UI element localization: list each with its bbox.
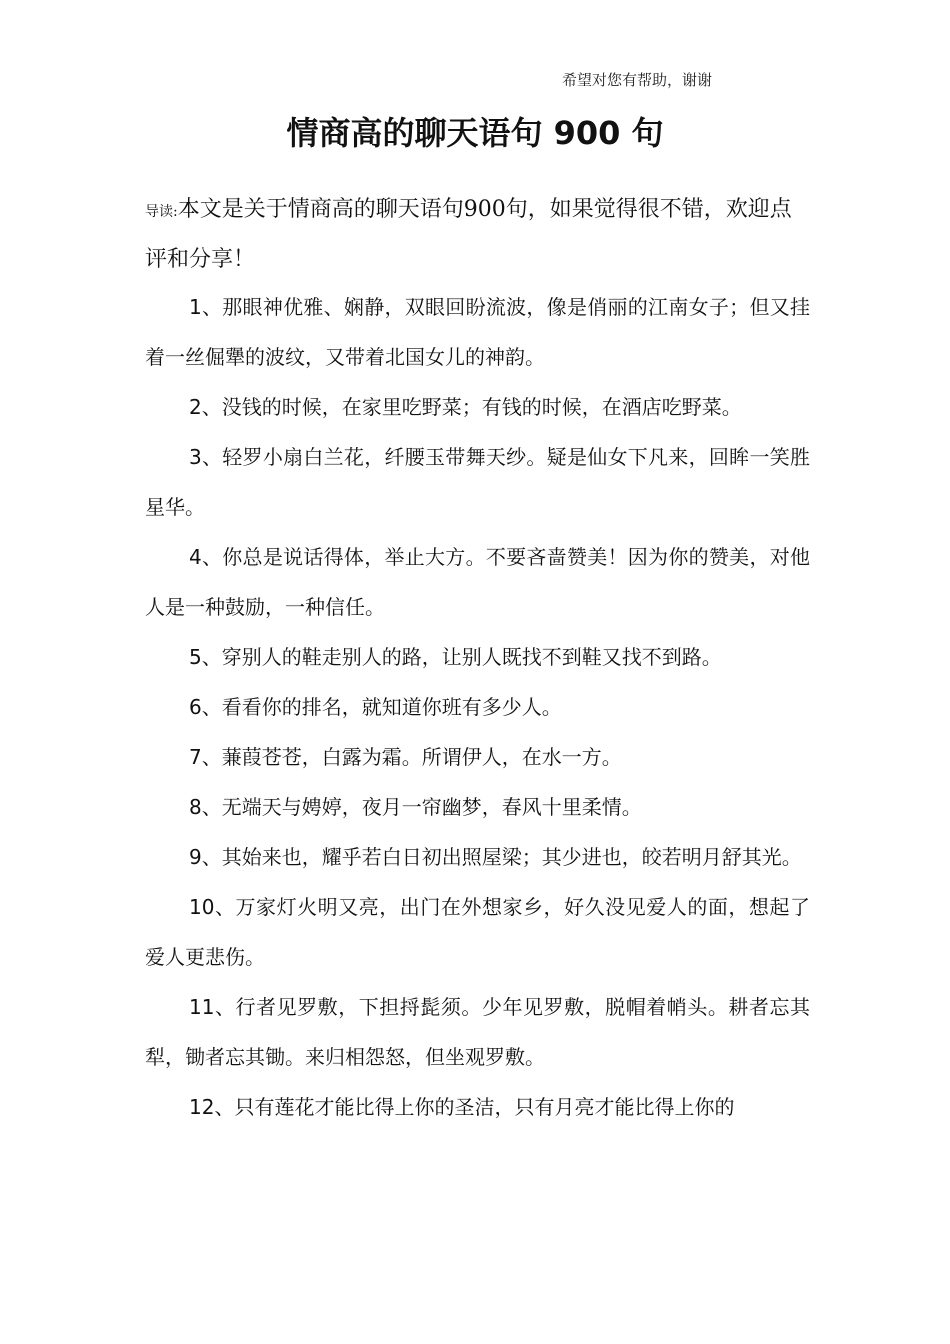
- list-item: 3、轻罗小扇白兰花，纤腰玉带舞天纱。疑是仙女下凡来，回眸一笑胜星华。: [145, 445, 810, 519]
- list-item: 10、万家灯火明又亮，出门在外想家乡，好久没见爱人的面，想起了爱人更悲伤。: [145, 895, 810, 969]
- list-item: 7、蒹葭苍苍，白露为霜。所谓伊人，在水一方。: [189, 745, 622, 769]
- intro-text: 本文是关于情商高的聊天语句900句，如果觉得很不错，欢迎点评和分享！: [145, 197, 792, 272]
- intro-label: 导读:: [145, 204, 178, 220]
- page-title: 情商高的聊天语句 900 句: [286, 114, 664, 152]
- list-item: 5、穿别人的鞋走别人的路，让别人既找不到鞋又找不到路。: [189, 645, 722, 669]
- list-item: 12、只有莲花才能比得上你的圣洁，只有月亮才能比得上你的: [189, 1095, 735, 1119]
- header-note: 希望对您有帮助，谢谢: [562, 71, 713, 89]
- entry-list: [145, 282, 810, 1132]
- list-item: 1、那眼神优雅、娴静，双眼回盼流波，像是俏丽的江南女子；但又挂着一丝倔犟的波纹，又带着北国女儿的神韵。: [145, 295, 810, 369]
- list-item: 11、行者见罗敷，下担捋髭须。少年见罗敷，脱帽着帩头。耕者忘其犁，锄者忘其锄。来归相怨怒，但坐观罗敷。: [145, 995, 810, 1069]
- list-item: 9、其始来也，耀乎若白日初出照屋梁；其少进也，皎若明月舒其光。: [189, 845, 802, 869]
- list-item: 8、无端天与娉婷，夜月一帘幽梦，春风十里柔情。: [189, 795, 642, 819]
- list-item: 2、没钱的时候，在家里吃野菜；有钱的时候，在酒店吃野菜。: [189, 395, 742, 419]
- list-item: 6、看看你的排名，就知道你班有多少人。: [189, 695, 562, 719]
- list-item: 4、你总是说话得体，举止大方。不要吝啬赞美！因为你的赞美，对他人是一种鼓励，一种信任。: [145, 545, 810, 619]
- intro-paragraph: [145, 186, 810, 284]
